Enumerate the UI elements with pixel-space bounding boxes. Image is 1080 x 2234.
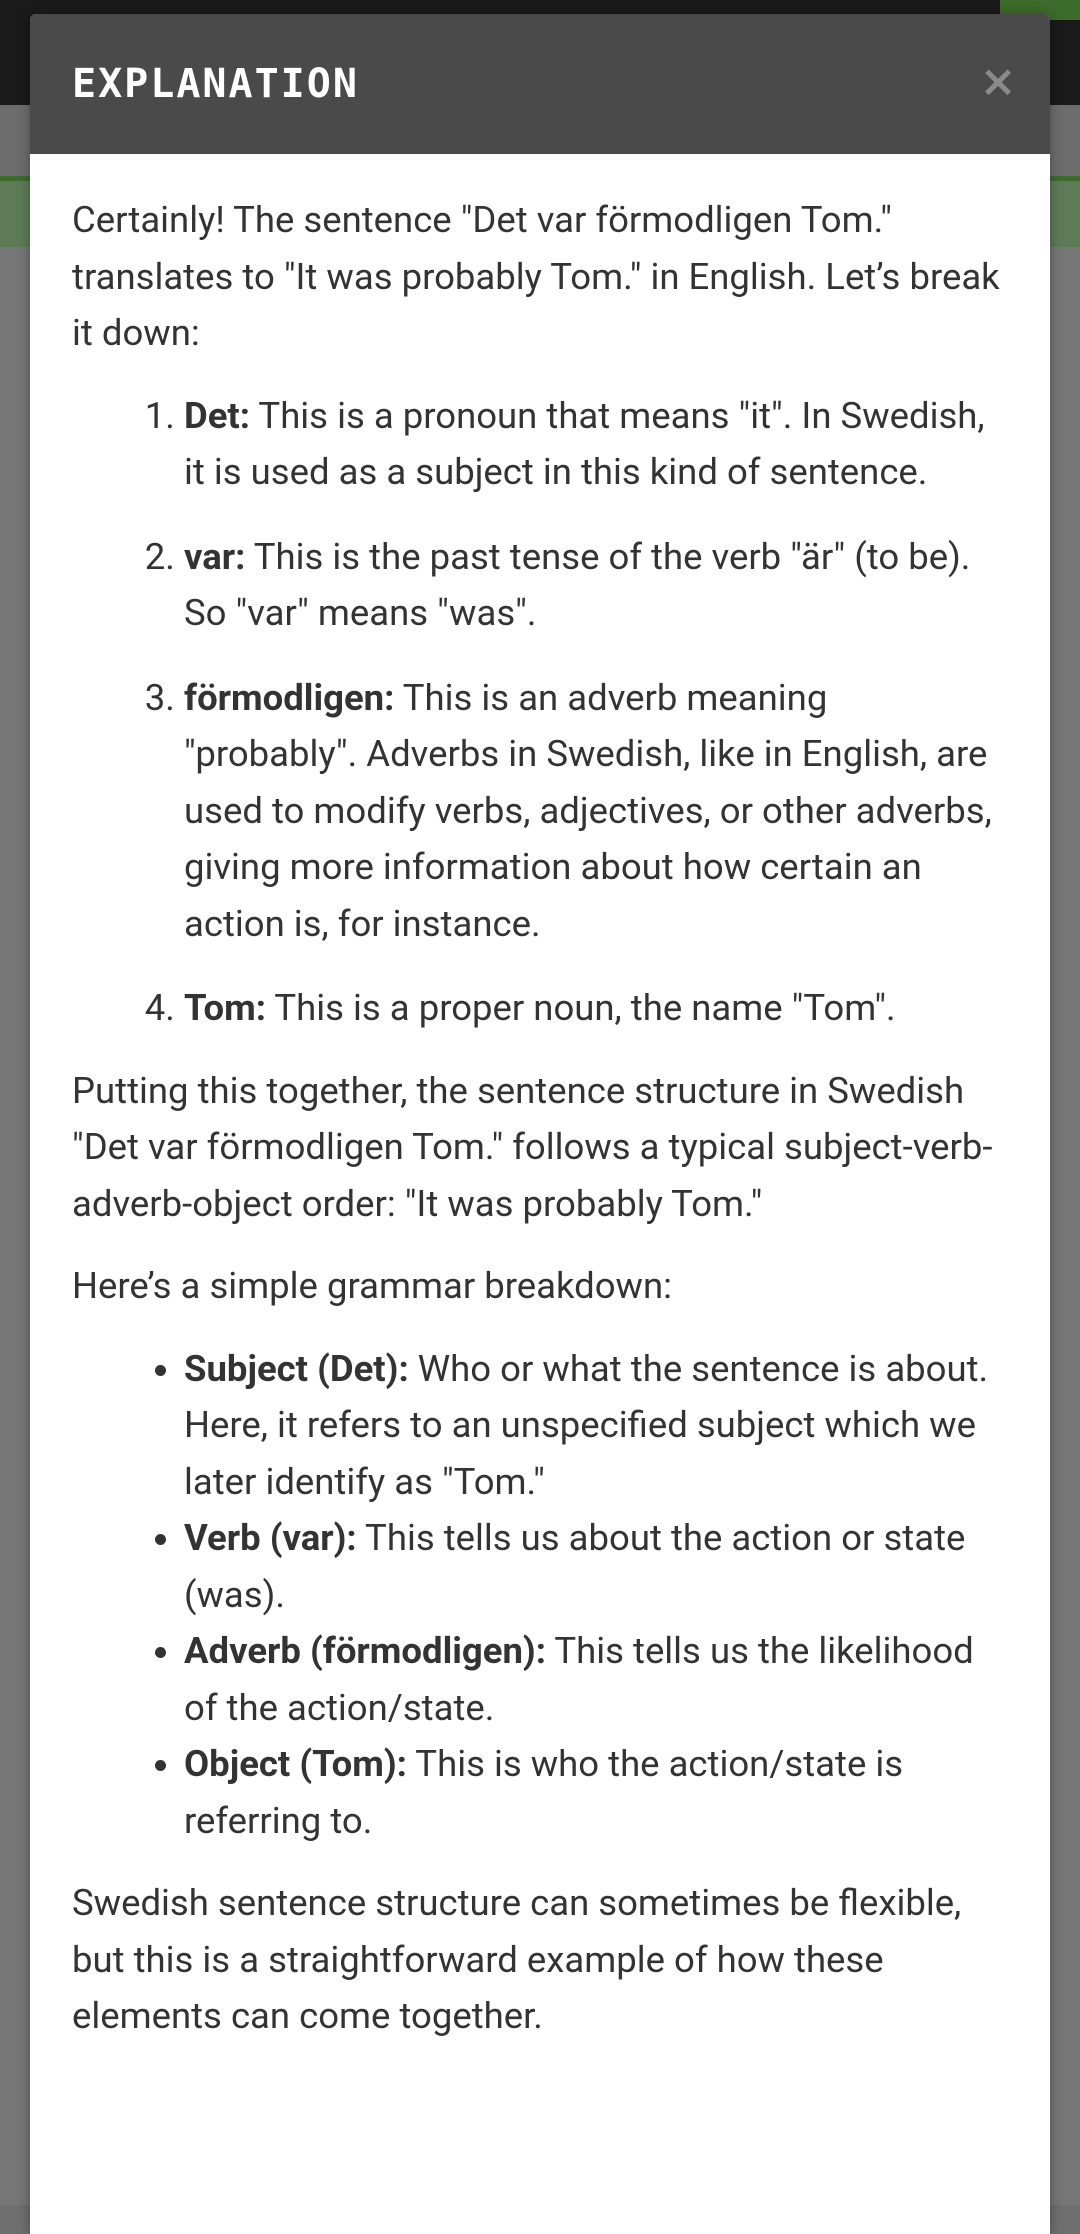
list-item-term: var: <box>184 534 246 578</box>
modal-header <box>30 14 1050 154</box>
list-item <box>184 980 1008 1037</box>
grammar-breakdown-list <box>72 1341 1008 1850</box>
list-item <box>184 670 1008 953</box>
intro-paragraph: Certainly! The sentence "Det var förmodligen Tom." translates to "It was probably Tom." in English. Let’s break it down: <box>72 198 1000 354</box>
list-item-text: This tells us about the action or state (was). <box>184 1516 966 1616</box>
list-item-text: This is a pronoun that means "it". In Swedish, it is used as a subject in this kind of sentence. <box>184 393 985 493</box>
modal-body <box>30 154 1050 2045</box>
list-item <box>184 1341 1008 1511</box>
list-item-term: Object (Tom): <box>184 1742 407 1785</box>
conclusion-paragraph: Swedish sentence structure can sometimes be flexible, but this is a straightforward example of how these elements can come together. <box>72 1881 962 2037</box>
list-item <box>184 388 1008 501</box>
close-icon[interactable]: × <box>979 56 1017 107</box>
list-item <box>184 1510 1008 1623</box>
list-item-term: Det: <box>184 393 251 437</box>
list-item-text: This is a proper noun, the name "Tom". <box>266 986 896 1029</box>
list-item-term: förmodligen: <box>184 675 395 719</box>
list-item <box>184 1736 1008 1849</box>
summary-paragraph: Putting this together, the sentence structure in Swedish "Det var förmodligen Tom." follows a typical subject-verb-adverb-object order: "It was probably Tom." <box>72 1068 993 1225</box>
list-item <box>184 1623 1008 1736</box>
explanation-modal <box>30 14 1050 2234</box>
list-item-term: Adverb (förmodligen): <box>184 1629 547 1672</box>
list-item-term: Verb (var): <box>184 1516 357 1559</box>
list-item-term: Subject (Det): <box>184 1346 409 1390</box>
list-item-text: This tells us the likelihood of the action/state. <box>184 1629 974 1729</box>
breakdown-intro: Here’s a simple grammar breakdown: <box>72 1264 672 1307</box>
list-item-text: This is who the action/state is referring to. <box>184 1742 904 1842</box>
list-item-text: This is the past tense of the verb "är" (to be). So "var" means "was". <box>184 534 971 634</box>
list-item-text: This is an adverb meaning "probably". Adverbs in Swedish, like in English, are used to modify verbs, adjectives, or other adverbs, giving more information about how certain an action is, for instance. <box>184 675 992 945</box>
list-item <box>184 529 1008 642</box>
list-item-text: Who or what the sentence is about. Here, it refers to an unspecified subject which we later identify as "Tom." <box>184 1346 989 1503</box>
modal-title: EXPLANATION <box>72 61 359 107</box>
word-breakdown-list <box>72 388 1008 1037</box>
list-item-term: Tom: <box>184 986 267 1029</box>
